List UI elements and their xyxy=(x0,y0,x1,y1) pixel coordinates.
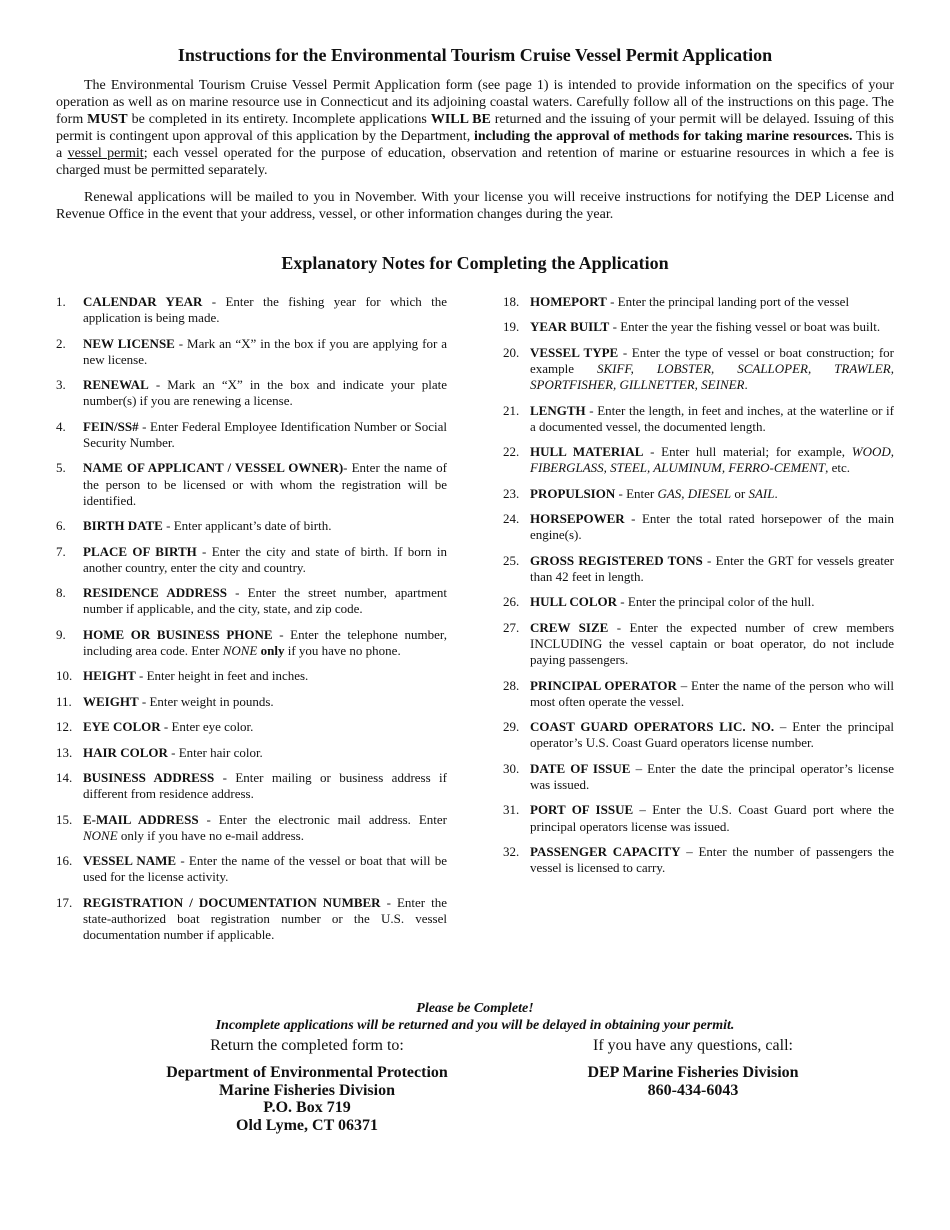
questions-block xyxy=(558,1036,828,1134)
note-description: - Enter the type of vessel or boat construction; for example xyxy=(530,344,894,376)
note-number: 3. xyxy=(56,377,66,393)
note-description: - Enter the principal color of the hull. xyxy=(617,594,815,610)
intro-text: This is a xyxy=(56,129,894,161)
note-description: - Mark an “X” in the box and indicate your plate number(s) if you are renewing a license. xyxy=(83,377,447,409)
note-description: – Enter the number of passengers the vessel is licensed to carry. xyxy=(530,843,894,876)
note-number: 25. xyxy=(503,552,520,568)
note-description: - Enter the name of the vessel or boat that will be used for the license activity. xyxy=(83,853,447,885)
note-number: 18. xyxy=(503,294,520,309)
note-number: 19. xyxy=(503,319,520,335)
instructions-page xyxy=(56,44,894,952)
return-address-block xyxy=(56,1036,558,1134)
note-bold: only xyxy=(257,642,285,658)
note-description: . xyxy=(774,485,778,501)
note-description: - Enter height in feet and inches. xyxy=(135,668,309,684)
return-line-2: Marine Fisheries Division xyxy=(219,1081,395,1099)
intro-text: ; each vessel operated for the purpose of education, observation and retention of marine or estuarine resources in which a fee is charged must be permitted separately. xyxy=(56,146,895,178)
questions-line-1: DEP Marine Fisheries Division xyxy=(587,1064,799,1081)
note-description: - Enter the principal landing port of the vessel xyxy=(606,294,850,309)
note-term: NEW LICENSE xyxy=(83,335,175,351)
return-line-4: Old Lyme, CT 06371 xyxy=(236,1116,378,1134)
note-description: - Enter mailing or business address if different from residence address. xyxy=(83,769,447,802)
note-number: 24. xyxy=(503,511,520,527)
note-description: - Enter the name of the person to be licensed or with whom the registration will be identified. xyxy=(83,460,447,508)
note-item xyxy=(56,694,447,710)
note-term: EYE COLOR xyxy=(83,719,161,735)
intro-text: The Environmental Tourism Cruise Vessel Permit Application form (see page 1) is intended to provide information on the specifics of your operation as well as on marine resource use in Connecticut and its adjoining coastal waters. Carefully follow all of the instructions on this page. The form xyxy=(56,78,894,127)
note-number: 13. xyxy=(56,744,73,760)
note-description: - Enter the state-authorized boat registration number or the U.S. vessel documentation number if applicable. xyxy=(83,894,447,943)
questions-label: If you have any questions, call: xyxy=(593,1037,793,1054)
note-term: HULL COLOR xyxy=(530,594,618,610)
note-number: 1. xyxy=(56,294,66,309)
incomplete-warning: Incomplete applications will be returned and you will be delayed in obtaining your permit. xyxy=(215,1017,735,1033)
note-term: HAIR COLOR xyxy=(83,744,168,760)
note-number: 32. xyxy=(503,843,520,859)
notes-list-right xyxy=(503,294,894,876)
note-item xyxy=(503,844,894,876)
note-term: HORSEPOWER xyxy=(530,511,625,527)
complete-notice: Please be Complete! xyxy=(416,1001,534,1016)
note-term: PRINCIPAL OPERATOR xyxy=(530,677,677,693)
note-term: BIRTH DATE xyxy=(83,518,163,534)
note-item xyxy=(56,812,447,844)
footer xyxy=(56,1001,894,1134)
note-description: - Enter hull material; for example, xyxy=(643,444,852,460)
note-description: - Enter the length, in feet and inches, at the waterline or if a documented vessel, the documented length. xyxy=(530,402,894,434)
note-description: – Enter the date the principal operator’s license was issued. xyxy=(530,760,894,792)
note-description: - Enter the year the fishing vessel or boat was built. xyxy=(609,319,881,335)
note-item xyxy=(503,594,894,610)
note-number: 8. xyxy=(56,585,66,601)
note-number: 26. xyxy=(503,594,520,610)
note-item xyxy=(56,627,447,659)
intro-emphasis-must: MUST xyxy=(87,112,128,127)
note-term: LENGTH xyxy=(530,402,586,418)
note-term: PORT OF ISSUE xyxy=(530,802,634,818)
note-description: - Enter the electronic mail address. Enter xyxy=(198,811,447,827)
note-term: WEIGHT xyxy=(83,693,139,709)
note-item xyxy=(503,553,894,585)
note-term: PASSENGER CAPACITY xyxy=(530,843,681,859)
note-description: . xyxy=(744,377,748,393)
note-description: - Enter the city and state of birth. If born in another country, enter the city and country. xyxy=(83,543,447,575)
note-description: - Enter the street number, apartment number if applicable, and the city, state, and zip code. xyxy=(83,585,447,617)
note-item xyxy=(503,761,894,793)
notes-list-left xyxy=(56,294,447,943)
note-item xyxy=(56,895,447,944)
note-item xyxy=(503,719,894,751)
note-number: 7. xyxy=(56,543,66,559)
questions-phone: 860-434-6043 xyxy=(647,1081,739,1099)
note-italic: SAIL xyxy=(748,485,775,501)
note-description: - Enter the telephone number, including area code. Enter xyxy=(83,626,447,658)
note-term: PROPULSION xyxy=(530,485,616,501)
note-description: – Enter the principal operator’s U.S. Coast Guard operators license number. xyxy=(530,719,894,751)
note-number: 9. xyxy=(56,626,66,642)
intro-emphasis-will-be: WILL BE xyxy=(430,112,491,127)
return-label: Return the completed form to: xyxy=(210,1037,404,1054)
note-description: if you have no phone. xyxy=(284,642,401,658)
note-description: - Enter Federal Employee Identification Number or Social Security Number. xyxy=(83,418,447,450)
note-item xyxy=(56,585,447,617)
note-term: E-MAIL ADDRESS xyxy=(83,811,199,827)
note-term: BUSINESS ADDRESS xyxy=(83,769,215,785)
note-description: - Enter eye color. xyxy=(160,719,254,735)
note-description: - Enter the expected number of crew members INCLUDING the vessel captain or boat operator, do not include paying passengers. xyxy=(530,619,894,668)
note-description: - Enter applicant’s date of birth. xyxy=(162,518,332,534)
notes-columns xyxy=(56,294,894,952)
notes-left-column xyxy=(56,294,447,952)
note-italic: NONE xyxy=(222,642,258,658)
note-term: HULL MATERIAL xyxy=(530,444,644,460)
note-term: RENEWAL xyxy=(83,377,149,393)
note-number: 16. xyxy=(56,853,73,869)
note-number: 29. xyxy=(503,719,520,735)
note-number: 2. xyxy=(56,335,66,351)
return-line-3: P.O. Box 719 xyxy=(263,1099,351,1116)
note-number: 30. xyxy=(503,760,520,776)
intro-paragraph-2: Renewal applications will be mailed to you in November. With your license you will receive instructions for notifying the DEP License and Revenue Office in the event that your address, vessel, or other information changes during the year. xyxy=(56,190,894,222)
note-term: NAME OF APPLICANT / VESSEL OWNER) xyxy=(83,460,344,476)
return-line-1: Department of Environmental Protection xyxy=(166,1064,448,1081)
note-item xyxy=(503,345,894,394)
note-italic: NONE xyxy=(83,827,118,843)
note-italic: WOOD, FIBERGLASS, STEEL, ALUMINUM, FERRO-CEMENT xyxy=(530,444,894,476)
note-description: - Enter xyxy=(615,485,658,501)
note-item xyxy=(56,745,447,761)
note-number: 6. xyxy=(56,518,66,534)
note-item xyxy=(503,403,894,435)
note-term: RESIDENCE ADDRESS xyxy=(83,585,227,601)
note-description: – Enter the name of the person who will most often operate the vessel. xyxy=(530,677,895,709)
note-term: HOME OR BUSINESS PHONE xyxy=(83,626,273,642)
note-item xyxy=(56,770,447,802)
note-term: DATE OF ISSUE xyxy=(530,760,631,776)
contact-block xyxy=(56,1036,894,1134)
page-title: Instructions for the Environmental Tourism Cruise Vessel Permit Application xyxy=(177,45,773,65)
note-term: COAST GUARD OPERATORS LIC. NO. xyxy=(530,719,775,735)
note-item xyxy=(503,511,894,543)
note-description: or xyxy=(731,485,749,501)
note-term: CREW SIZE xyxy=(530,619,609,635)
note-term: REGISTRATION / DOCUMENTATION NUMBER xyxy=(83,894,381,910)
note-description: - Enter the GRT for vessels greater than 42 feet in length. xyxy=(530,552,894,584)
note-number: 23. xyxy=(503,485,520,501)
note-italic: GAS, DIESEL xyxy=(657,485,732,501)
intro-paragraph-1 xyxy=(56,77,894,179)
note-description: - Enter weight in pounds. xyxy=(138,693,274,709)
note-number: 11. xyxy=(56,693,72,709)
note-term: GROSS REGISTERED TONS xyxy=(530,552,703,568)
note-term: VESSEL TYPE xyxy=(530,344,619,360)
note-item xyxy=(503,802,894,834)
note-item xyxy=(56,460,447,509)
note-number: 20. xyxy=(503,344,520,360)
note-item xyxy=(56,668,447,684)
note-term: CALENDAR YEAR xyxy=(83,294,203,309)
intro-emphasis-approval: including the approval of methods for taking marine resources. xyxy=(473,129,853,144)
note-term: HOMEPORT xyxy=(530,294,607,309)
note-description: - Enter hair color. xyxy=(167,744,263,760)
intro-text: be completed in its entirety. Incomplete applications xyxy=(127,112,431,127)
note-item xyxy=(503,620,894,669)
note-description: – Enter the U.S. Coast Guard port where the principal operators license was issued. xyxy=(530,802,894,834)
note-item xyxy=(56,377,447,409)
note-number: 14. xyxy=(56,769,73,785)
note-description: - Mark an “X” in the box if you are applying for a new license. xyxy=(83,335,447,367)
intro-underlined-vessel-permit: vessel permit xyxy=(67,146,144,161)
note-item xyxy=(56,518,447,534)
note-italic: SKIFF, LOBSTER, SCALLOPER, TRAWLER, SPORTFISHER, GILLNETTER, SEINER xyxy=(530,360,894,393)
note-item xyxy=(56,853,447,885)
note-term: PLACE OF BIRTH xyxy=(83,543,197,559)
note-number: 10. xyxy=(56,668,73,684)
note-description: - Enter the fishing year for which the application is being made. xyxy=(83,294,448,326)
note-number: 15. xyxy=(56,811,73,827)
notes-title: Explanatory Notes for Completing the Application xyxy=(281,253,669,273)
note-number: 4. xyxy=(56,418,66,434)
note-term: YEAR BUILT xyxy=(530,319,610,335)
note-number: 31. xyxy=(503,802,520,818)
note-number: 17. xyxy=(56,894,73,910)
note-item xyxy=(56,419,447,451)
note-term: VESSEL NAME xyxy=(83,853,177,869)
note-item xyxy=(56,294,447,326)
note-number: 22. xyxy=(503,444,520,460)
note-description: only if you have no e-mail address. xyxy=(117,827,304,843)
note-item xyxy=(503,294,894,310)
note-term: HEIGHT xyxy=(83,668,136,684)
notes-right-column xyxy=(503,294,894,952)
note-item xyxy=(56,719,447,735)
note-item xyxy=(56,336,447,368)
note-item xyxy=(503,486,894,502)
note-number: 21. xyxy=(503,402,520,418)
note-item xyxy=(503,319,894,335)
note-term: FEIN/SS# xyxy=(83,418,139,434)
note-item xyxy=(56,544,447,576)
note-description: - Enter the total rated horsepower of the main engine(s). xyxy=(530,511,894,543)
note-item xyxy=(503,444,894,476)
note-number: 28. xyxy=(503,677,520,693)
note-item xyxy=(503,678,894,710)
note-number: 27. xyxy=(503,619,520,635)
note-number: 5. xyxy=(56,460,66,476)
note-description: , etc. xyxy=(825,460,851,476)
intro-text: returned and the issuing of your permit will be delayed. Issuing of this permit is contingent upon approval of this application by the Department, xyxy=(56,112,894,144)
note-number: 12. xyxy=(56,719,73,735)
